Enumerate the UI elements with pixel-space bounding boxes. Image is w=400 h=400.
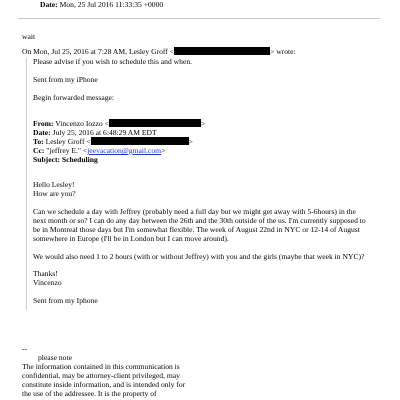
quoted-message — [26, 58, 399, 310]
reply-text: wait — [22, 32, 36, 41]
forwarded-subject-line — [33, 155, 98, 165]
attribution-suffix: > wrote: — [270, 47, 296, 56]
quoted-sent-from: Sent from my iPhone — [33, 75, 98, 84]
from-end: > — [200, 119, 206, 128]
body-para2: We would also need 1 to 2 hours (with or without Jeffrey) with you and the girls (maybe that week in NYC)? — [33, 252, 365, 261]
quoted-line-advise: Please advise if you wish to schedule this and when. — [33, 57, 193, 66]
redaction-block — [174, 47, 270, 55]
date-value: July 25, 2016 at 6:48:29 AM EDT — [52, 128, 157, 137]
subject-label: Subject: — [33, 155, 60, 164]
footer-dashes: -- — [22, 344, 28, 353]
greeting-line-2: How are you? — [33, 189, 76, 198]
header-divider — [18, 18, 380, 19]
redaction-block — [91, 137, 189, 145]
footer-line-2: confidential, may be attorney-client privileged, may — [22, 371, 180, 380]
reply-attribution — [22, 47, 296, 57]
greeting-line-1: Hello Lesley! — [33, 180, 75, 189]
body-para1-line3: be in Montreal those days but I'm somewhat flexible. The week of August 22nd in NYC or 12-14 of August — [33, 225, 360, 234]
from-label: From: — [33, 119, 54, 128]
footer-line-1: The information contained in this communication is — [22, 362, 180, 371]
body-para1-line2: next month or so? I can do any day between the 26th and the 30th outside of the us. I'm currently supposed to — [33, 216, 366, 225]
header-date — [40, 0, 163, 10]
to-value: Lesley Groff < — [45, 137, 91, 146]
to-label: To: — [33, 137, 44, 146]
subject-value: Scheduling — [61, 155, 98, 164]
closing-sent-from: Sent from my Iphone — [33, 296, 98, 305]
closing-thanks: Thanks! — [33, 269, 58, 278]
cc-label: Cc: — [33, 146, 45, 155]
header-date-label: Date: — [40, 0, 58, 9]
quoted-begin-forwarded: Begin forwarded message: — [33, 93, 114, 102]
to-end: > — [188, 137, 193, 146]
attribution-prefix: On Mon, Jul 25, 2016 at 7:28 AM, Lesley Groff < — [22, 47, 175, 56]
cc-end: > — [161, 146, 166, 155]
cc-value: "jeffrey E." < — [46, 146, 88, 155]
footer-line-4: the use of the addressee. It is the property of — [22, 389, 157, 398]
body-para1-line4: somewhere in Europe (I'll be in London but I can move around). — [33, 234, 229, 243]
cc-email-link[interactable]: jeevacation@gmail.com — [87, 146, 162, 155]
closing-name: Vincenzo — [33, 278, 62, 287]
footer-please-note: please note — [38, 353, 72, 362]
body-para1-line1: Can we schedule a day with Jeffrey (probably need a full day but we might get away with 5-6hours) in the — [33, 207, 356, 216]
footer-line-3: constitute inside information, and is intended only for — [22, 380, 186, 389]
date-label: Date: — [33, 128, 51, 137]
header-date-value: Mon, 25 Jul 2016 11:33:35 +0000 — [59, 0, 164, 9]
from-value: Vincenzo Iozzo < — [55, 119, 109, 128]
redaction-block — [109, 119, 201, 127]
